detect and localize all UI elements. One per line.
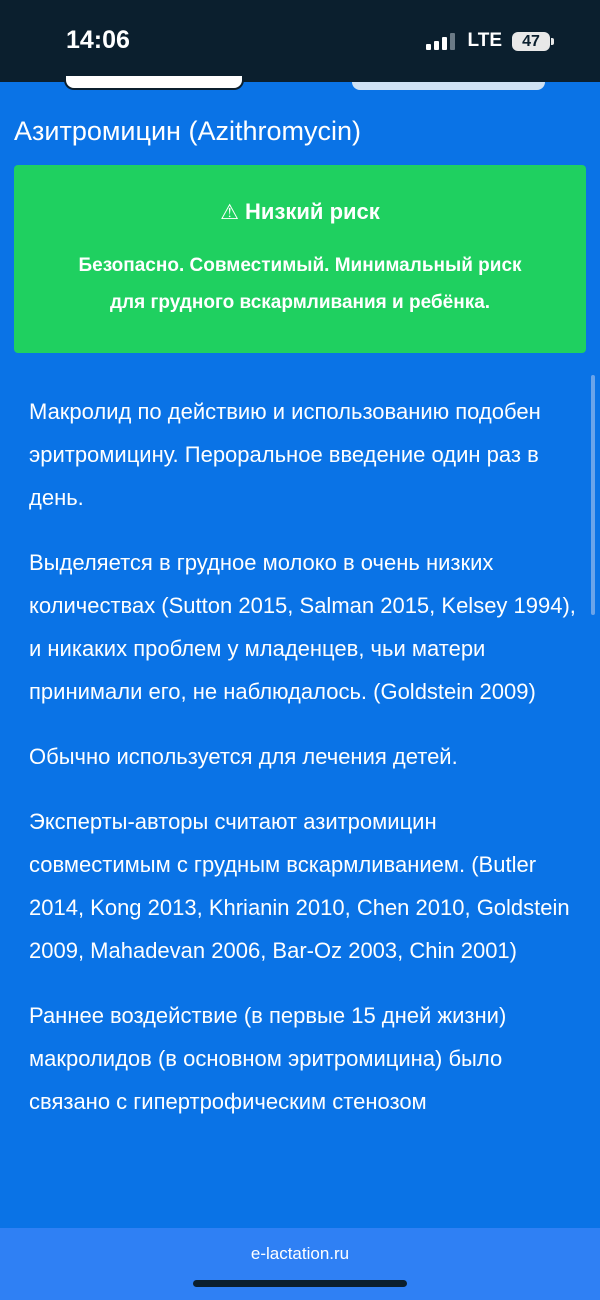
status-indicators [426,30,550,52]
signal-icon [426,32,458,50]
network-type: LTE [467,30,502,51]
warning-icon: ⚠ [220,200,240,224]
paragraph: Обычно используется для лечения детей. [29,744,458,769]
scrollbar[interactable] [591,375,595,615]
battery-icon: 47 [512,32,550,51]
paragraph: Раннее воздействие (в первые 15 дней жизни) макролидов (в основном эритромицина) было связано с гипертрофическим стенозом [29,1003,507,1114]
paragraph: Эксперты-авторы считают азитромицин совместимым с грудным вскармливанием. (Butler 2014, Kong 2013, Khrianin 2010, Chen 2010, Goldstein 2009, Mahadevan 2006, Bar-Oz 2003, Chin 2001) [29,809,570,963]
browser-bottom-bar [0,1228,600,1300]
partial-button-left[interactable] [64,76,244,90]
url-domain[interactable]: e-lactation.ru [250,1244,350,1263]
paragraph: Выделяется в грудное молоко в очень низких количествах (Sutton 2015, Salman 2015, Kelsey 1994), и никаких проблем у младенцев, чьи матери принимали его, не наблюдалось. (Goldstein 2009) [29,550,576,704]
status-time: 14:06 [66,26,130,54]
risk-heading [14,199,586,225]
drug-title: Азитромицин (Azithromycin) [14,116,361,146]
risk-card [14,165,586,353]
status-bar [0,0,600,82]
risk-description: Безопасно. Совместимый. Минимальный риск для грудного вскармливания и ребёнка. [78,255,522,313]
risk-level: Низкий риск [245,199,380,224]
partial-button-right[interactable] [352,82,545,90]
article-content [29,390,577,1145]
home-indicator[interactable] [193,1280,407,1287]
paragraph: Макролид по действию и использованию подобен эритромицину. Пероральное введение один раз в день. [29,399,541,510]
